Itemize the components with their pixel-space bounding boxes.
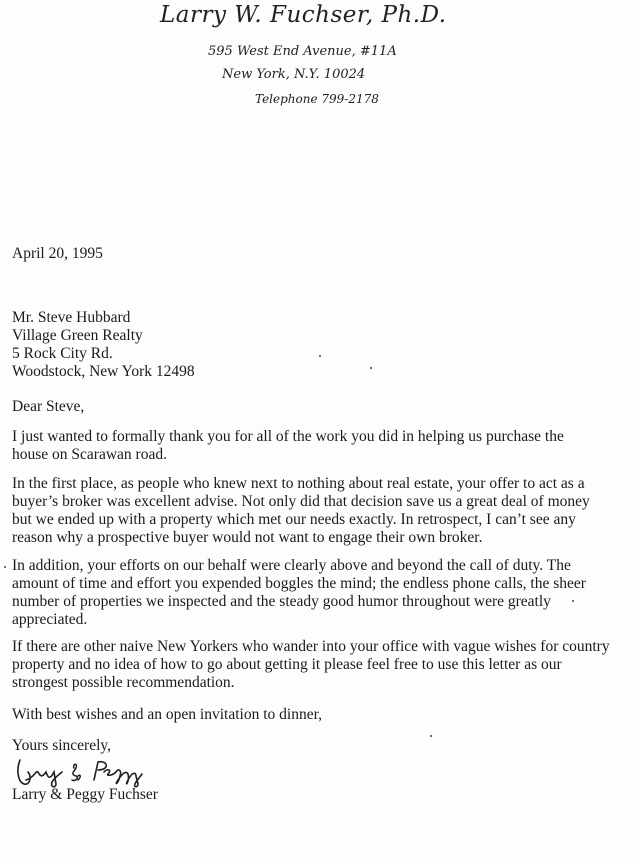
signers-name: Larry & Peggy Fuchser [12,786,158,803]
paragraph-thanks: I just wanted to formally thank you for all of the work you did in helping us purchase the house on Scarawan road. [12,428,564,463]
recipient-street: 5 Rock City Rd. [12,345,113,362]
paragraph-recommendation: If there are other naive New Yorkers who wander into your office with vague wishes for country property and no idea of how to go about getting it please feel free to use this letter as our strongest possible recommendation. [12,638,610,691]
paper-speck [319,355,321,357]
handwritten-signature [12,754,172,790]
letter-date: April 20, 1995 [12,245,103,262]
paper-speck [572,600,574,602]
salutation: Dear Steve, [12,398,85,415]
letterhead-phone: Telephone 799-2178 [255,92,379,106]
recipient-address [12,309,612,381]
recipient-name: Mr. Steve Hubbard [12,309,131,326]
letterhead-address: 595 West End Avenue, #11A [208,44,397,59]
paper-speck [370,367,372,369]
letterhead-name: Larry W. Fuchser, Ph.D. [160,2,447,28]
paragraph-buyers-broker: In the first place, as people who knew next to nothing about real estate, your offer to act as a buyer’s broker was excellent advise. Not only did that decision save us a great deal of money but we ended up with a property which met our needs exactly. In retrospect, I can’t see any reason why a prospective buyer would not want to engage their own broker. [12,475,590,546]
paper-speck [430,735,432,737]
closing-line: With best wishes and an open invitation to dinner, [12,706,322,723]
letterhead-city: New York, N.Y. 10024 [222,67,366,82]
recipient-city: Woodstock, New York 12498 [12,363,195,380]
paper-speck [4,566,6,568]
valediction: Yours sincerely, [12,737,112,754]
recipient-company: Village Green Realty [12,327,143,344]
paragraph-efforts: In addition, your efforts on our behalf were clearly above and beyond the call of duty. The amount of time and effort you expended boggles the mind; the endless phone calls, the sheer number of properties we inspected and the steady good humor throughout were greatly appreciated. [12,557,586,628]
